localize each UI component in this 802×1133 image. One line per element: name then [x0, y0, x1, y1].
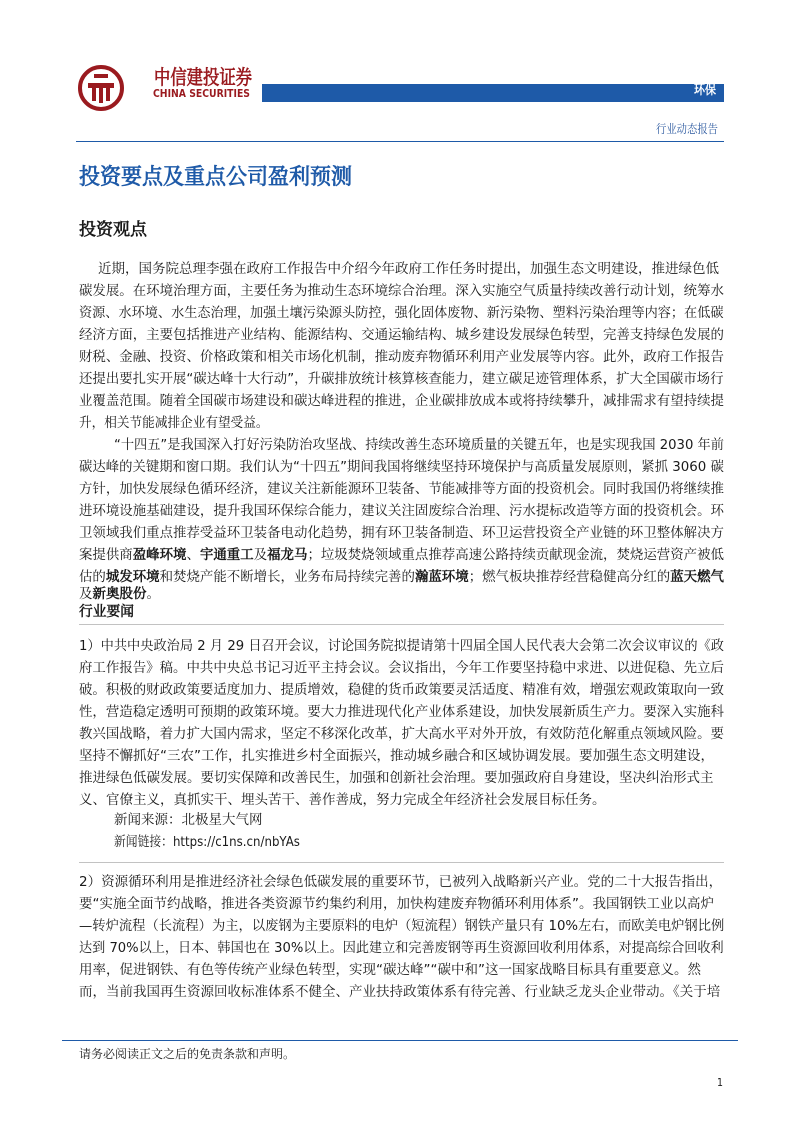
china-securities-logo — [76, 63, 146, 113]
view-line: 卫领域我们重点推荐受益环卫装备电动化趋势，拥有环卫装备制造、环卫运营投资全产业链的环卫整体解决方 — [79, 525, 724, 541]
brand-name-cn: 中信建投证券 — [154, 65, 252, 89]
news1-line: 推进绿色低碳发展。要切实保障和改善民生，加强和创新社会治理。要加强政府自身建设，坚决纠治形式主 — [79, 770, 714, 786]
news1-line: 破。积极的财政政策要适度加力、提质增效，稳健的货币政策要灵活适度、精准有效，增强宏观政策取向一致 — [79, 682, 724, 698]
news1-line: 1）中共中央政治局 2 月 29 日召开会议，讨论国务院拟提请第十四届全国人民代表大会第二次会议审议的《政 — [79, 638, 725, 654]
view-heading: 投资观点 — [79, 220, 147, 240]
disclaimer: 请务必阅读正文之后的免责条款和声明。 — [79, 1047, 296, 1061]
page-number: 1 — [717, 1076, 723, 1089]
view-line: 估的城发环境和焚烧产能不断增长，业务布局持续完善的瀚蓝环境；燃气板块推荐经营稳健高分红的蓝天燃气 — [79, 569, 724, 585]
divider — [79, 624, 724, 625]
view-line: 方针，加快发展绿色循环经济，建议关注新能源环卫装备、节能减排等方面的投资机会。同时我国仍将继续推 — [79, 481, 724, 497]
view-line: 进环境设施基础建设，提升我国环保综合能力，建议关注固废综合治理、污水提标改造等方面的投资机会。环 — [79, 503, 724, 519]
news2-line: 要“实施全面节约战略，推进各类资源节约集约利用，加快构建废弃物循环利用体系”。我国钢铁工业以高炉 — [79, 896, 714, 912]
news1-source: 新闻来源：北极星大气网 — [114, 812, 263, 828]
view-line: 业覆盖范围。随着全国碳市场建设和碳达峰进程的推进，企业碳排放成本或将持续攀升，减排需求有望持续提 — [79, 393, 724, 409]
news-heading: 行业要闻 — [79, 604, 134, 620]
news2-line: 用率，促进钢铁、有色等传统产业绿色转型，实现“碳达峰”“碳中和”这一国家战略目标具有重要意义。然 — [79, 962, 701, 978]
view-line: “十四五”是我国深入打好污染防治攻坚战、持续改善生态环境质量的关键五年，也是实现我国 2030 年前 — [114, 437, 724, 453]
footer-rule — [62, 1040, 738, 1041]
view-line: 及新奥股份。 — [79, 586, 160, 602]
view-line: 近期，国务院总理李强在政府工作报告中介绍今年政府工作任务时提出，加强生态文明建设，推进绿色低 — [98, 261, 719, 277]
news1-line: 教兴国战略，着力扩大国内需求，坚定不移深化改革，扩大高水平对外开放，有效防范化解重点领域风险。要 — [79, 726, 724, 742]
view-line: 还提出要扎实开展“碳达峰十大行动”，升碳排放统计核算核查能力，建立碳足迹管理体系，扩大全国碳市场行 — [79, 371, 724, 387]
news1-line: 义、官僚主义，真抓实干、埋头苦干、善作善成，努力完成全年经济社会发展目标任务。 — [79, 792, 606, 808]
view-line: 经济方面，主要包括推进产业结构、能源结构、交通运输结构、城乡建设发展绿色转型，完善支持绿色发展的 — [79, 327, 724, 343]
brand-name-en: CHINA SECURITIES — [153, 87, 250, 100]
view-line: 升，相关节能减排企业有望受益。 — [79, 415, 269, 431]
view-line: 案提供商盈峰环境、宇通重工及福龙马；垃圾焚烧领域重点推荐高速公路持续贡献现金流，焚烧运营资产被低 — [79, 547, 724, 563]
view-line: 碳发展。在环境治理方面，主要任务为推动生态环境综合治理。深入实施空气质量持续改善行动计划，统筹水 — [79, 283, 724, 299]
news1-link[interactable]: 新闻链接：https://c1ns.cn/nbYAs — [114, 834, 300, 850]
report-type: 行业动态报告 — [656, 122, 719, 136]
view-line: 财税、金融、投资、价格政策和相关市场化机制，推动废弃物循环利用产业发展等内容。此外，政府工作报告 — [79, 349, 724, 365]
header-rule — [76, 141, 724, 142]
view-line: 资源、水环境、水生态治理，加强土壤污染源头防控，强化固体废物、新污染物、塑料污染治理等内容；在低碳 — [79, 305, 724, 321]
news2-line: 2）资源循环利用是推进经济社会绿色低碳发展的重要环节，已被列入战略新兴产业。党的二十大报告指出， — [79, 874, 723, 890]
news2-line: 达到 70%以上，日本、韩国也在 30%以上。因此建立和完善废钢等再生资源回收利用体系，对提高综合回收利 — [79, 940, 724, 956]
section-tag: 环保 — [694, 83, 717, 98]
news1-line: 性，营造稳定透明可预期的政策环境。要大力推进现代化产业体系建设，加快发展新质生产力。要深入实施科 — [79, 704, 724, 720]
news2-line: 而，当前我国再生资源回收标准体系不健全、产业扶持政策体系有待完善、行业缺乏龙头企业带动。《关于培 — [79, 984, 721, 1000]
header-band — [262, 84, 724, 102]
page-title: 投资要点及重点公司盈利预测 — [79, 165, 353, 190]
view-line: 碳达峰的关键期和窗口期。我们认为“十四五”期间我国将继续坚持环境保护与高质量发展原则，紧抓 3060 碳 — [79, 459, 724, 475]
news2-line: —转炉流程（长流程）为主，以废钢为主要原料的电炉（短流程）钢铁产量只有 10%左右，而欧美电炉钢比例 — [79, 918, 725, 934]
news1-line: 坚持不懈抓好“三农”工作，扎实推进乡村全面振兴，推动城乡融合和区域协调发展。要加强生态文明建设， — [79, 748, 714, 764]
news1-line: 府工作报告》稿。中共中央总书记习近平主持会议。会议指出，今年工作要坚持稳中求进、以进促稳、先立后 — [79, 660, 724, 676]
divider — [79, 862, 724, 863]
